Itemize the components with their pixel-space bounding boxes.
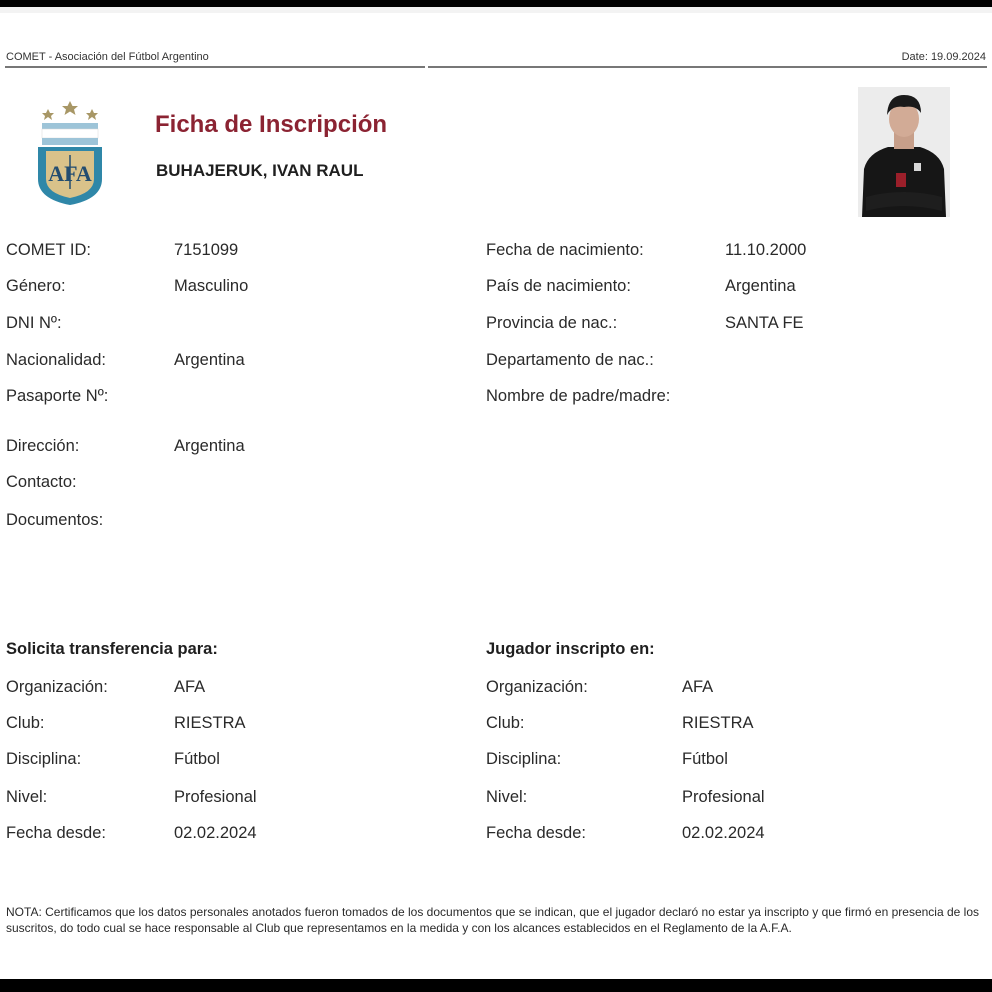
field-value: 02.02.2024	[174, 824, 257, 842]
field-label: Pasaporte Nº:	[6, 387, 109, 405]
field-value: 11.10.2000	[725, 241, 807, 259]
registration-document	[0, 7, 992, 979]
document-title: Ficha de Inscripción	[155, 111, 388, 138]
field-value: Argentina	[725, 277, 796, 295]
field-label: Club:	[486, 714, 525, 732]
field-value: SANTA FE	[725, 314, 804, 332]
field-label: Nivel:	[486, 788, 528, 806]
field-label: Organización:	[6, 678, 108, 696]
field-value: Masculino	[174, 277, 249, 295]
registered-section-title: Jugador inscripto en:	[486, 640, 655, 658]
field-label: Fecha desde:	[6, 824, 106, 842]
player-photo	[858, 87, 950, 217]
field-value: Argentina	[174, 351, 245, 369]
header-date: Date: 19.09.2024	[901, 51, 986, 63]
field-label: Género:	[6, 277, 66, 295]
field-value: 02.02.2024	[682, 824, 765, 842]
player-name: BUHAJERUK, IVAN RAUL	[156, 161, 364, 180]
header-organization: COMET - Asociación del Fútbol Argentino	[6, 51, 209, 63]
svg-text:AFA: AFA	[48, 161, 92, 186]
page-top-edge	[0, 7, 992, 13]
field-value: Fútbol	[174, 750, 220, 768]
field-label: Documentos:	[6, 511, 104, 529]
field-label: Provincia de nac.:	[486, 314, 618, 332]
header-divider-right	[428, 66, 987, 68]
field-label: País de nacimiento:	[486, 277, 631, 295]
field-value: Fútbol	[682, 750, 728, 768]
field-label: COMET ID:	[6, 241, 91, 259]
field-label: Nacionalidad:	[6, 351, 106, 369]
field-label: Disciplina:	[6, 750, 82, 768]
field-label: Organización:	[486, 678, 588, 696]
field-label: Departamento de nac.:	[486, 351, 654, 369]
field-label: Club:	[6, 714, 45, 732]
field-label: Fecha desde:	[486, 824, 586, 842]
field-value: Argentina	[174, 437, 245, 455]
afa-crest-icon	[34, 99, 106, 205]
field-label: Nombre de padre/madre:	[486, 387, 671, 405]
field-value: Profesional	[682, 788, 765, 806]
field-label: Fecha de nacimiento:	[486, 241, 644, 259]
transfer-section-title: Solicita transferencia para:	[6, 640, 218, 658]
field-label: Nivel:	[6, 788, 48, 806]
field-value: Profesional	[174, 788, 257, 806]
field-value: AFA	[174, 678, 206, 696]
nota-disclaimer: NOTA: Certificamos que los datos personales anotados fueron tomados de los documentos que se indican, que el jugador declaró no estar ya inscripto y que firmó en presencia de los suscritos, do todo cual se hace responsable al Club que representamos en la medida y con los alcances establecidos en el Reglamento de la A.F.A.	[6, 905, 979, 935]
field-value: RIESTRA	[174, 714, 246, 732]
field-label: Contacto:	[6, 473, 77, 491]
field-value: 7151099	[174, 241, 239, 259]
field-value: RIESTRA	[682, 714, 754, 732]
field-value: AFA	[682, 678, 714, 696]
field-label: Dirección:	[6, 437, 80, 455]
field-label: Disciplina:	[486, 750, 562, 768]
field-label: DNI Nº:	[6, 314, 62, 332]
header-divider-left	[5, 66, 425, 68]
